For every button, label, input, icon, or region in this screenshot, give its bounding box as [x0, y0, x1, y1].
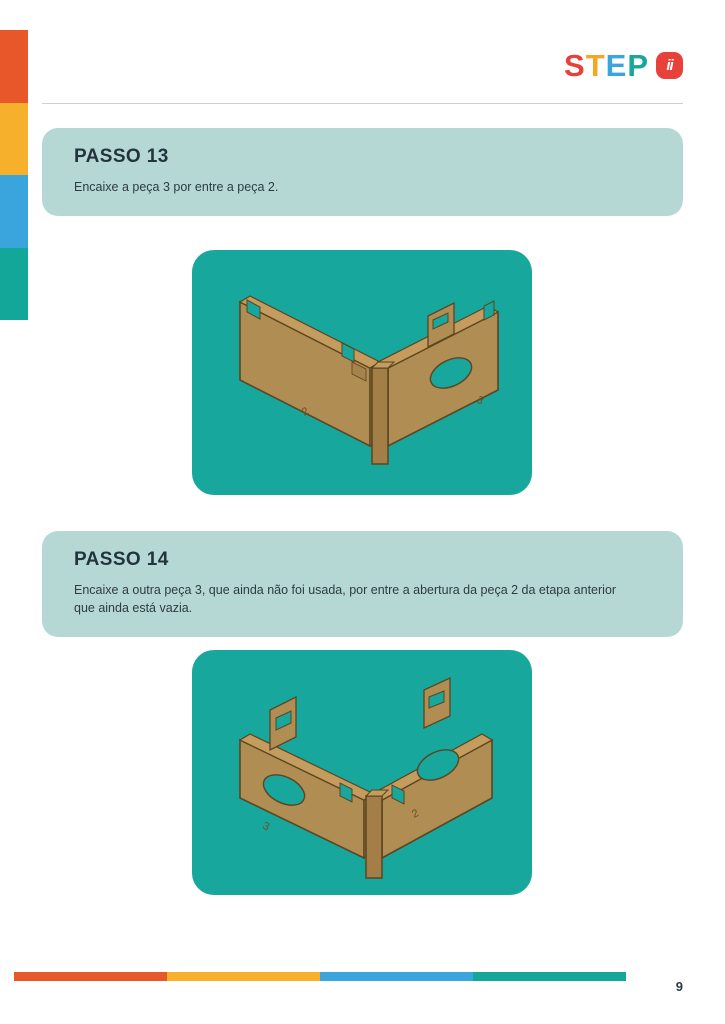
logo-wordmark — [564, 50, 649, 81]
assembly-illustration-14 — [192, 650, 532, 895]
step-figure-14 — [192, 650, 532, 895]
footer-segment-3 — [320, 972, 473, 981]
step-card-14 — [42, 531, 683, 637]
step-text-13: Encaixe a peça 3 por entre a peça 2. — [74, 180, 279, 194]
footer-segment-4 — [473, 972, 626, 981]
figure-label-piece-3: 3 — [474, 393, 486, 408]
logo-letter-e: E — [605, 48, 628, 83]
left-color-strip — [0, 30, 28, 320]
footer-color-bar — [14, 972, 626, 981]
figure-label-piece-3b: 3 — [260, 819, 272, 834]
left-strip-segment-2 — [0, 103, 28, 176]
step-card-13 — [42, 128, 683, 216]
figure-label-piece-2: 2 — [300, 405, 311, 419]
footer-segment-2 — [167, 972, 320, 981]
left-strip-segment-4 — [0, 248, 28, 321]
header-divider — [42, 103, 683, 104]
logo-letter-s: S — [564, 48, 586, 83]
step-title-13: PASSO 13 — [74, 146, 169, 167]
figure-label-piece-2b: 2 — [410, 807, 421, 821]
logo-letter-p: P — [627, 48, 649, 83]
logo-badge-icon: ii — [656, 52, 683, 79]
page-number: 9 — [675, 979, 683, 994]
assembly-illustration-13 — [192, 250, 532, 495]
left-strip-segment-3 — [0, 175, 28, 248]
logo-letter-t: T — [585, 48, 606, 83]
brand-logo — [564, 50, 683, 81]
left-strip-segment-1 — [0, 30, 28, 103]
step-figure-13 — [192, 250, 532, 495]
step-title-14: PASSO 14 — [74, 549, 169, 570]
footer-segment-1 — [14, 972, 167, 981]
step-text-14: Encaixe a outra peça 3, que ainda não foi usada, por entre a abertura da peça 2 da etapa anterior que ainda está vazia. — [74, 583, 617, 616]
